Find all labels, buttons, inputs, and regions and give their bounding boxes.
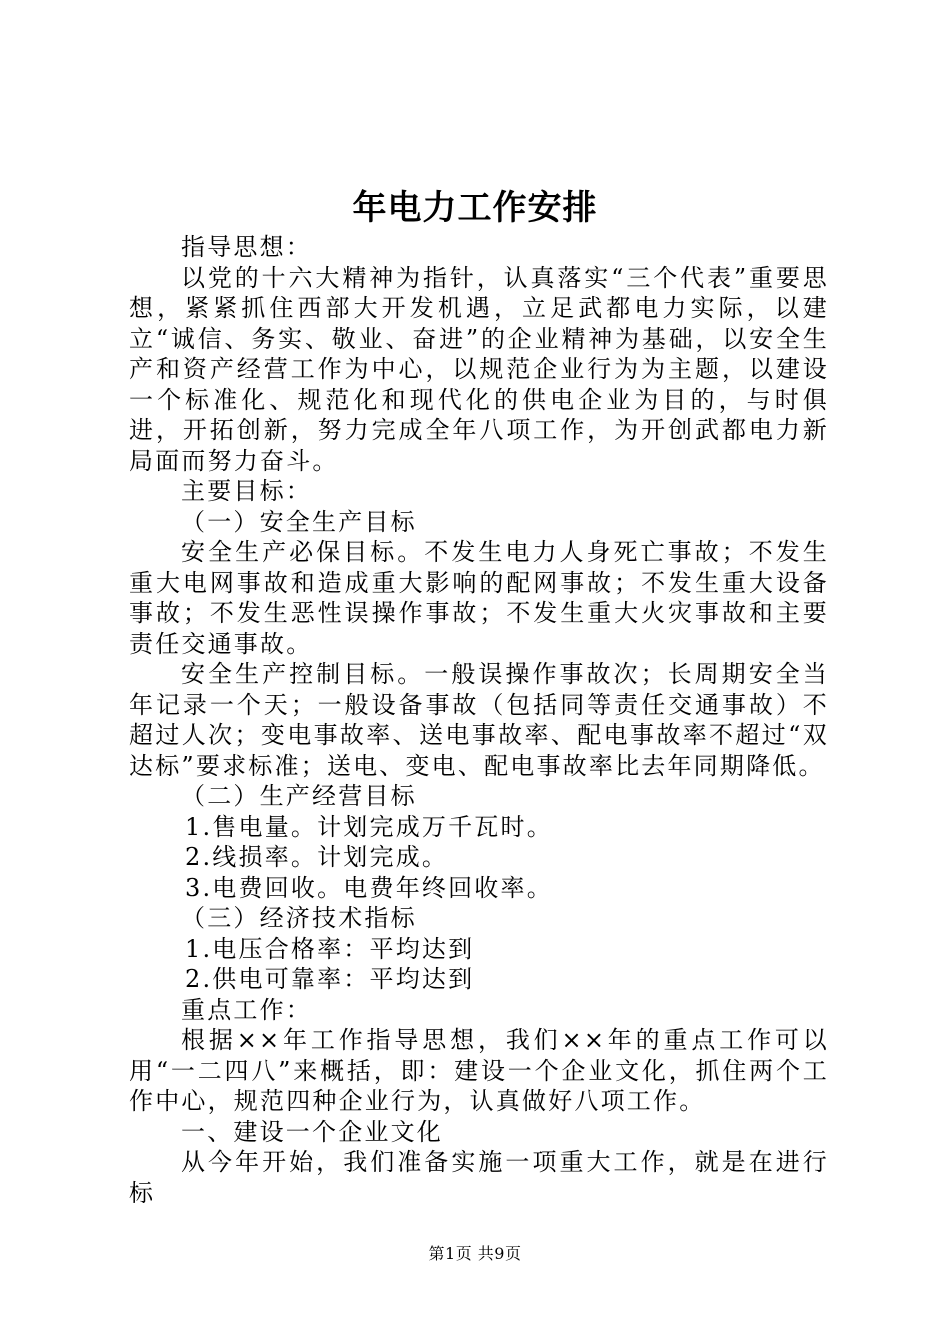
paragraph-section-one-heading: 一、建设一个企业文化 <box>181 1117 443 1146</box>
paragraph-production-goals-heading: （二）生产经营目标 <box>181 782 417 810</box>
paragraph-safety-control-goals: 安全生产控制目标。一般误操作事故次；长周期安全当年记录一个天；一般设备事故（包括同等责任交通事故）不超过人次；变电事故率、送电事故率、配电事故率不超过“双达标”要求标准；送电、变电、配电事故率比去年同期降低。 <box>129 660 829 780</box>
paragraph-safety-goals-heading: （一）安全生产目标 <box>181 507 417 536</box>
list-item-voltage-rate: 1.电压合格率：平均达到 <box>185 934 475 963</box>
list-item-fee-recovery: 3.电费回收。电费年终回收率。 <box>185 873 553 902</box>
paragraph-safety-must-goals: 安全生产必保目标。不发生电力人身死亡事故；不发生重大电网事故和造成重大影响的配网事故；不发生重大设备事故；不发生恶性误操作事故；不发生重大火灾事故和主要责任交通事故。 <box>129 538 829 658</box>
list-item-supply-reliability: 2.供电可靠率：平均达到 <box>185 965 475 993</box>
paragraph-tech-indicators-heading: （三）经济技术指标 <box>181 904 417 932</box>
paragraph-guiding-ideology: 以党的十六大精神为指针，认真落实“三个代表”重要思想，紧紧抓住西部大开发机遇，立足武都电力实际，以建立“诚信、务实、敬业、奋进”的企业精神为基础，以安全生产和资产经营工作为中心，以规范企业行为为主题，以建设一个标准化、规范化和现代化的供电企业为目的，与时俱进，开拓创新，努力完成全年八项工作，为开创武都电力新局面而努力奋斗。 <box>129 263 829 475</box>
paragraph-key-work-heading: 重点工作： <box>181 995 312 1024</box>
page-footer: 第1页 共9页 <box>428 1244 522 1263</box>
paragraph-key-work: 根据××年工作指导思想，我们××年的重点工作可以用“一二四八”来概括，即：建设一个企业文化，抓住两个工作中心，规范四种企业行为，认真做好八项工作。 <box>129 1026 829 1115</box>
paragraph-main-goals-heading: 主要目标： <box>181 477 312 505</box>
document-title: 年电力工作安排 <box>352 188 598 228</box>
paragraph-guiding-ideology-heading: 指导思想： <box>181 233 312 261</box>
paragraph-section-one: 从今年开始，我们准备实施一项重大工作，就是在进行标 <box>129 1148 829 1207</box>
document-body <box>129 232 829 1208</box>
list-item-line-loss: 2.线损率。计划完成。 <box>185 843 449 871</box>
list-item-electricity-sales: 1.售电量。计划完成万千瓦时。 <box>185 812 553 841</box>
